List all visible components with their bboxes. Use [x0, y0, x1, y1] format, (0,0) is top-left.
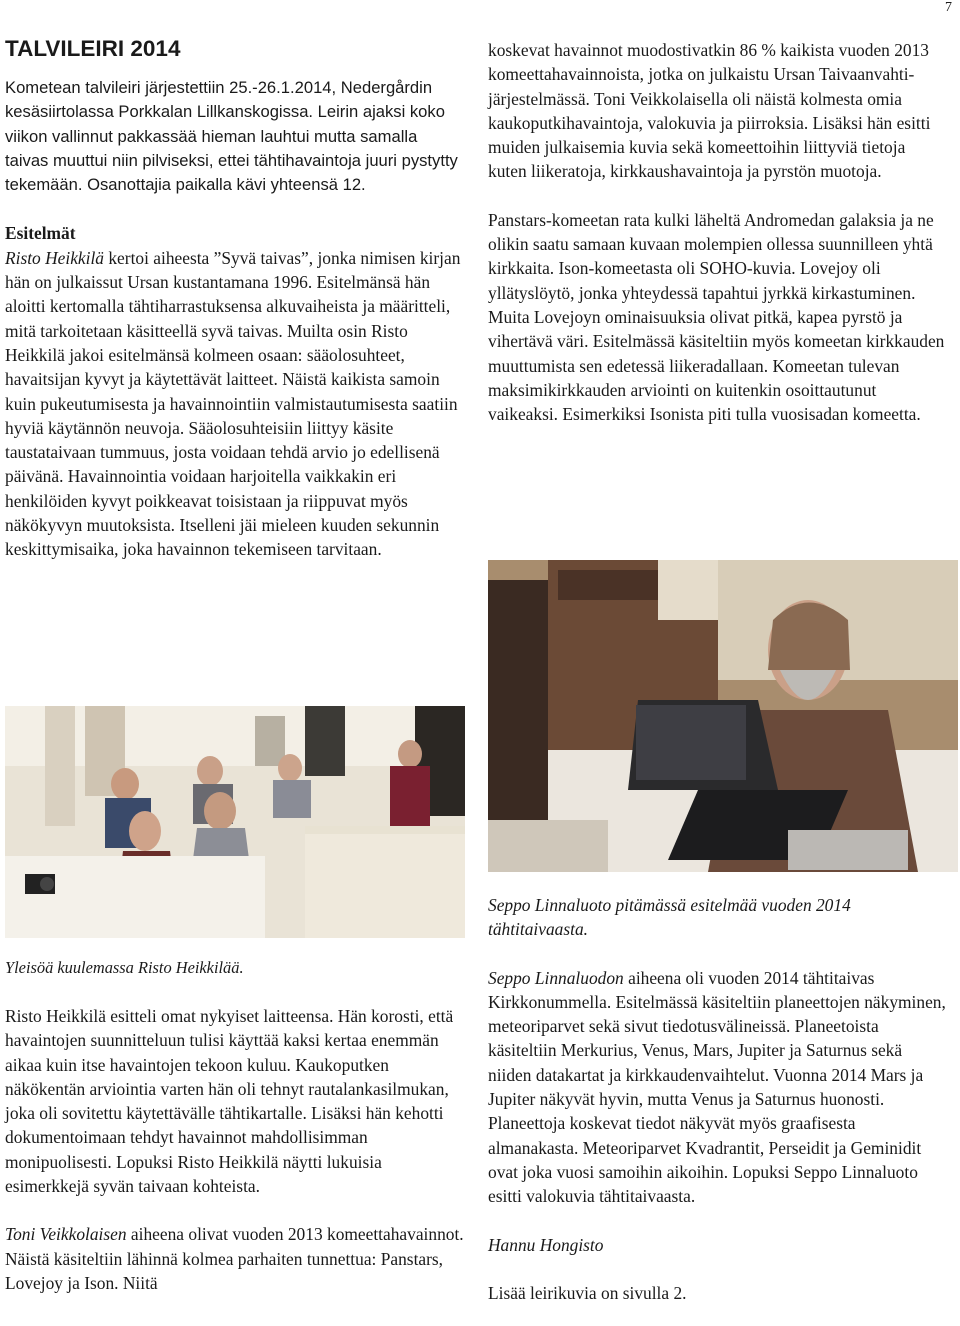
audience-photo: [5, 706, 465, 938]
comet-details-paragraph: Panstars-komeetan rata kulki läheltä Andromedan galaksia ja ne olikin saatu samaan kuvaan molempien ollessa suunnilleen yhtä kirkkaita. Ison-komeetasta oli SOHO-kuvia. Lovejoy oli yllätyslöytö, jonka yhteydessä tapahtui jyrkkä kirkastuminen. Muita Lovejoyn ominaisuuksia olivat pitkä, kapea pyrstö ja vihertävä väri. Esitelmässä käsiteltiin myös komeetan kirkkauden muuttumista sen edetessä liikeradallaan. Komeetan tulevan maksimikirkkauden arviointi on kuitenkin osoittautunut vaikeaksi. Esimerkiksi Isonista piti tulla vuosisadan komeetta.: [488, 209, 945, 425]
article-author: Hannu Hongisto: [488, 1234, 604, 1255]
comet-observations-paragraph: koskevat havainnot muodostivatkin 86 % kaikista vuoden 2013 komeettahavainnoista, jotka on julkaistu Ursan Taivaanvahti-järjestelmässä. Toni Veikkolaisella oli näistä kolmesta omia kaukoputkihavaintoja, valokuvia ja piirroksia. Lisäksi hän esitti muiden julkaisemia kuvia sekä komeettoihin liittyviä tietoja kuten liikeratoja, kirkkaushavaintoja ja pyrstön muotoja.: [488, 40, 931, 182]
comet-talk-paragraph: Toni Veikkolaisen aiheena olivat vuoden 2013 komeettahavainnot. Näistä käsiteltiin lähinnä kolmea parhaiten tunnettua: Panstars, Lovejoy ja Ison. Niitä: [5, 1224, 464, 1293]
bottom-right-column: [488, 893, 948, 1305]
lecture-paragraph: kertoi aiheesta ”Syvä taivas”, jonka nimisen kirjan hän on julkaissut Ursan kustantamana 1996. Esitelmänsä hän aloitti kertomalla tähtiharrastuksensa alkuvaiheista ja määritteli, mitä tarkoitetaan käsitteellä syvä taivas. Muilta osin Risto Heikkilä jakoi esitelmänsä kolmeen osaan: sääolosuhteet, havaitsijan kyvyt ja käytettävät laitteet. Näistä kaikista samoin kuin pukeutumisesta ja havainnointiin valmistautumisesta saatiin hyviä käytännön neuvoja. Sääolosuhteisiin liittyy käsite taustataivaan tummuus, josta voidaan tehdä arvio jo edellisenä päivänä. Havainnointia voidaan harjoitella vaikkakin eri henkilöiden kyvyt poikkeavat toisistaan ja riippuvat myös näkökyvyn muutoksista. Itselleni jäi mieleen kuuden sekunnin keskittymisaika, joka havainnon tekemiseen tarvitaan.: [5, 247, 461, 560]
speaker-name: Toni Veikkolaisen: [5, 1224, 127, 1245]
equipment-paragraph: Risto Heikkilä esitteli omat nykyiset laitteensa. Hän korosti, että havaintojen suunnitteluun tulisi käyttää kaksi kertaa enemmän aikaa kuin itse havaintojen tekoon kuluu. Kaukoputken näkökentän arviointia varten hän oli tehnyt rautalankasilmukan, joka oli sovitettu käytettävälle tähtikartalle. Lisäksi hän kehotti dokumentoimaan tehdyt havainnot mahdollisimman monipuolisesti. Lopuksi Risto Heikkilä näytti lukuisia esimerkkejä syvän taivaan kohteista.: [5, 1006, 454, 1197]
intro-paragraph: Kometean talvileiri järjestettiin 25.-26.1.2014, Nedergårdin kesäsiirtolassa Porkkalan Lillkanskogissa. Leirin ajaksi koko viikon vallinnut pakkassää hieman lauhtui mutta samalla taivas muuttui niin pilviseksi, ettei tähtihavaintoja juuri pystytty tekemään. Osanottajia paikalla kävi yhteensä 12.: [5, 78, 458, 195]
speaker-photo-caption: Seppo Linnaluoto pitämässä esitelmää vuoden 2014 tähtitaivaasta.: [488, 895, 851, 940]
left-column: [5, 34, 465, 562]
speaker-name: Risto Heikkilä: [5, 247, 105, 268]
page-number: 7: [945, 0, 952, 15]
bottom-left-column: [5, 1004, 465, 1295]
speaker-photo: [488, 560, 958, 872]
section-heading: Esitelmät: [5, 223, 76, 244]
more-photos-note: Lisää leirikuvia on sivulla 2.: [488, 1282, 687, 1303]
sky-talk-paragraph: Seppo Linnaluodon aiheena oli vuoden 2014 tähtitaivas Kirkkonummella. Esitelmässä käsiteltiin planeettojen näkyminen, meteoriparvet sekä sivut tiedotusvälineissä. Planeetoista käsiteltiin Merkurius, Venus, Mars, Jupiter ja Saturnus sekä niiden datakartat ja kirkkaudenvaihtelut. Vuonna 2014 Mars ja Jupiter näkyvät hyvin, mutta Venus ja Saturnus huonosti. Planeettoja koskevat tiedot näkyvät myös graafisesta almanakasta. Meteoriparvet Kvadrantit, Perseidit ja Geminidit ovat joka vuosi samoihin aikoihin. Lopuksi Seppo Linnaluoto esitti valokuvia tähtitaivaasta.: [488, 967, 946, 1207]
article-title: TALVILEIRI 2014: [5, 36, 181, 61]
speaker-name: Seppo Linnaluodon: [488, 967, 624, 988]
lectures-section: [5, 221, 465, 561]
audience-photo-caption: Yleisöä kuulemassa Risto Heikkilää.: [5, 958, 244, 977]
right-column: [488, 38, 948, 426]
